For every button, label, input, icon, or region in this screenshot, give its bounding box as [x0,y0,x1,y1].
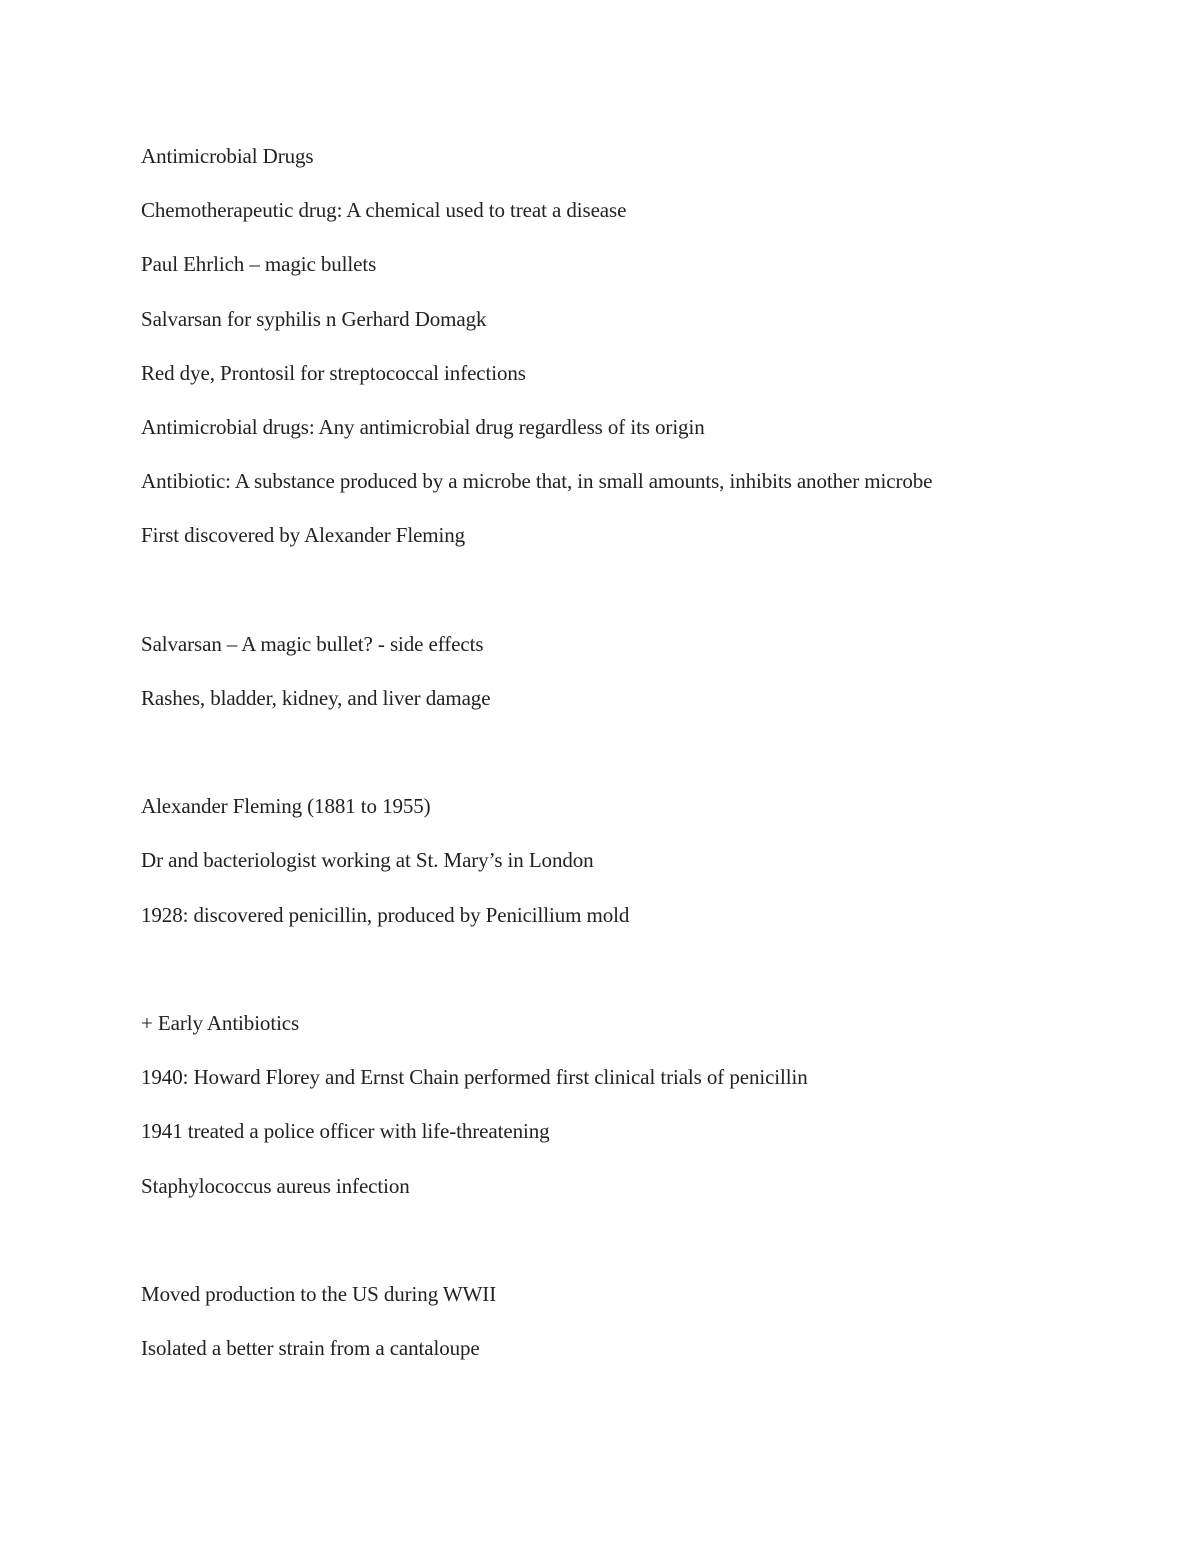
doc-line: 1940: Howard Florey and Ernst Chain performed first clinical trials of penicillin [141,1065,808,1090]
doc-line: Moved production to the US during WWII [141,1281,497,1306]
doc-line: Antibiotic: A substance produced by a microbe that, in small amounts, inhibits another microbe [141,469,933,494]
doc-line: Chemotherapeutic drug: A chemical used to treat a disease [141,198,627,223]
blank-line [141,575,1121,605]
doc-line: Isolated a better strain from a cantaloupe [141,1336,480,1361]
doc-line: + Early Antibiotics [141,1011,300,1035]
document-body [141,141,1121,1387]
doc-line: Red dye, Prontosil for streptococcal infections [141,360,526,385]
doc-line: Alexander Fleming (1881 to 1955) [141,794,431,819]
doc-line: Salvarsan for syphilis n Gerhard Domagk [141,306,487,331]
doc-line: Staphylococcus aureus infection [141,1173,410,1198]
doc-line: Salvarsan – A magic bullet? - side effects [141,631,484,656]
doc-line: Antimicrobial drugs: Any antimicrobial drug regardless of its origin [141,414,705,439]
doc-line: First discovered by Alexander Fleming [141,523,466,548]
doc-title: Antimicrobial Drugs [141,144,314,168]
doc-line: Dr and bacteriologist working at St. Mary’s in London [141,848,594,873]
doc-line: Rashes, bladder, kidney, and liver damage [141,685,491,710]
blank-line [141,1225,1121,1255]
doc-line: 1928: discovered penicillin, produced by Penicillium mold [141,902,630,927]
doc-line: Paul Ehrlich – magic bullets [141,252,377,277]
doc-line: 1941 treated a police officer with life-threatening [141,1119,550,1144]
blank-line [141,737,1121,767]
blank-line [141,954,1121,984]
